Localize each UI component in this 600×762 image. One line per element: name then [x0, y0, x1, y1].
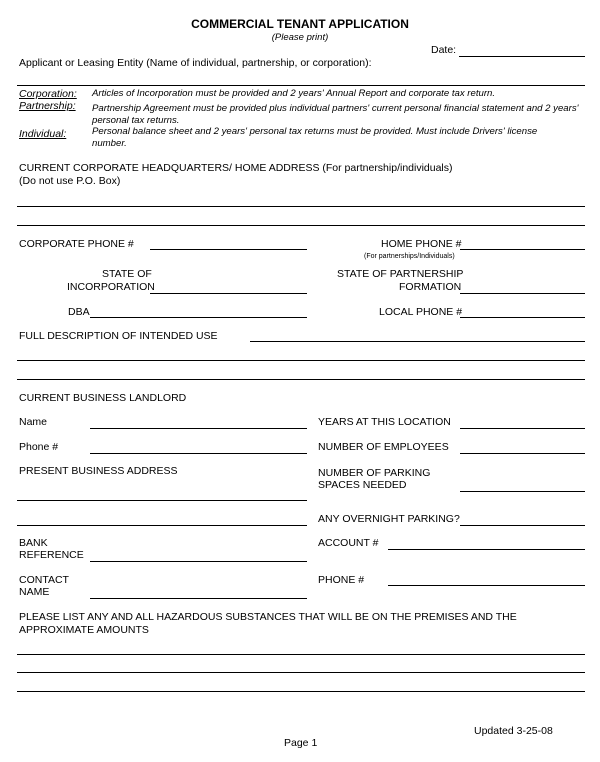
req-type-partnership: Partnership: — [19, 100, 76, 112]
parking-field[interactable] — [460, 491, 585, 492]
intended-use-line-1[interactable] — [250, 341, 585, 342]
employees-field[interactable] — [460, 453, 585, 454]
state-part-label-1: STATE OF PARTNERSHIP — [337, 268, 464, 280]
local-phone-label: LOCAL PHONE # — [379, 306, 463, 318]
home-phone-note: (For partnerships/Individuals) — [364, 253, 455, 260]
present-address-line-2[interactable] — [17, 525, 307, 526]
overnight-parking-label: ANY OVERNIGHT PARKING? — [318, 513, 460, 525]
hazardous-line-2[interactable] — [17, 672, 585, 673]
hq-address-line-2[interactable] — [17, 225, 585, 226]
req-text-individual: Personal balance sheet and 2 years' personal tax returns must be provided. Must include Drivers' license number. — [92, 126, 538, 149]
account-label: ACCOUNT # — [318, 537, 379, 549]
intended-use-line-2[interactable] — [17, 360, 585, 361]
local-phone-field[interactable] — [460, 317, 585, 318]
years-label: YEARS AT THIS LOCATION — [318, 416, 451, 428]
date-field[interactable] — [459, 56, 585, 57]
corporate-phone-field[interactable] — [150, 249, 307, 250]
intended-use-label: FULL DESCRIPTION OF INTENDED USE — [19, 330, 218, 342]
bank-reference-field[interactable] — [90, 561, 307, 562]
present-address-label: PRESENT BUSINESS ADDRESS — [19, 465, 178, 477]
overnight-parking-field[interactable] — [460, 525, 585, 526]
parking-label-1: NUMBER OF PARKING — [318, 467, 431, 479]
updated-date: Updated 3-25-08 — [474, 725, 553, 737]
bank-label-2: REFERENCE — [19, 549, 84, 561]
state-part-label-2: FORMATION — [399, 281, 462, 293]
corporate-phone-label: CORPORATE PHONE # — [19, 238, 134, 250]
landlord-name-field[interactable] — [90, 428, 307, 429]
page-number: Page 1 — [284, 737, 318, 749]
present-address-line-1[interactable] — [17, 500, 307, 501]
state-inc-field[interactable] — [150, 293, 307, 294]
hq-note: (Do not use P.O. Box) — [19, 175, 121, 187]
home-phone-label: HOME PHONE # — [381, 238, 462, 250]
state-inc-label-1: STATE OF — [102, 268, 152, 280]
account-field[interactable] — [388, 549, 585, 550]
req-text-partnership: Partnership Agreement must be provided plus individual partners' current personal financial statement and 2 years' personal tax returns. — [92, 103, 579, 126]
bank-label-1: BANK — [19, 537, 48, 549]
contact-phone-label: PHONE # — [318, 574, 365, 586]
applicant-field[interactable] — [17, 85, 585, 86]
landlord-phone-label: Phone # — [19, 441, 59, 453]
date-label: Date: — [431, 44, 457, 56]
hazardous-line-1[interactable] — [17, 654, 585, 655]
landlord-phone-field[interactable] — [90, 453, 307, 454]
form-title: COMMERCIAL TENANT APPLICATION — [191, 17, 409, 31]
employees-label: NUMBER OF EMPLOYEES — [318, 441, 449, 453]
req-type-corporation: Corporation: — [19, 88, 77, 100]
home-phone-field[interactable] — [460, 249, 585, 250]
hq-label: CURRENT CORPORATE HEADQUARTERS/ HOME ADDRESS (For partnership/individuals) — [19, 162, 453, 174]
form-subtitle: (Please print) — [271, 32, 329, 43]
parking-label-2: SPACES NEEDED — [318, 479, 407, 491]
state-inc-label-2: INCORPORATION — [67, 281, 155, 293]
contact-name-field[interactable] — [90, 598, 307, 599]
contact-phone-field[interactable] — [388, 585, 585, 586]
hazardous-line-3[interactable] — [17, 691, 585, 692]
req-type-individual: Individual: — [19, 128, 67, 140]
hazardous-label: PLEASE LIST ANY AND ALL HAZARDOUS SUBSTANCES THAT WILL BE ON THE PREMISES AND THE APPROXIMATE AMOUNTS — [19, 611, 517, 636]
years-field[interactable] — [460, 428, 585, 429]
landlord-label: CURRENT BUSINESS LANDLORD — [19, 392, 187, 404]
dba-label: DBA — [68, 306, 90, 318]
state-part-field[interactable] — [460, 293, 585, 294]
req-text-corporation: Articles of Incorporation must be provided and 2 years' Annual Report and corporate tax return. — [92, 88, 496, 99]
hq-address-line-1[interactable] — [17, 206, 585, 207]
dba-field[interactable] — [90, 317, 307, 318]
contact-label-1: CONTACT — [19, 574, 69, 586]
contact-label-2: NAME — [19, 586, 50, 598]
intended-use-line-3[interactable] — [17, 379, 585, 380]
applicant-label: Applicant or Leasing Entity (Name of individual, partnership, or corporation): — [19, 57, 372, 69]
landlord-name-label: Name — [19, 416, 48, 428]
